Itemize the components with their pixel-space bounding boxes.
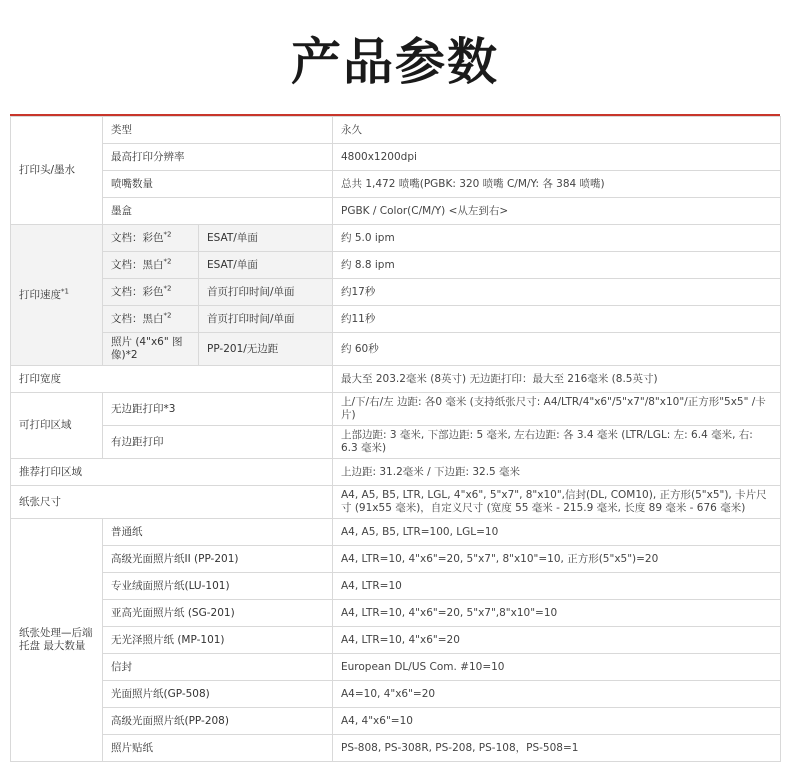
row-name-text: 文档：彩色: [111, 285, 164, 298]
row-name: 墨盒: [103, 198, 333, 225]
table-row: [11, 546, 781, 573]
row-value: PGBK / Color(C/M/Y) <从左到右>: [333, 198, 781, 225]
footnote-mark: *2: [163, 230, 172, 238]
row-name: 照片贴纸: [103, 735, 333, 762]
group-label-speed: [11, 225, 103, 366]
table-row: [11, 627, 781, 654]
table-row: [11, 252, 781, 279]
table-row: [11, 519, 781, 546]
row-value: PS-808, PS-308R, PS-208, PS-108，PS-508=1: [333, 735, 781, 762]
row-value: 约11秒: [333, 306, 781, 333]
row-value: A4, 4"x6"=10: [333, 708, 781, 735]
row-name: 无边距打印*3: [103, 393, 333, 426]
row-name: 打印宽度: [11, 366, 333, 393]
row-name: 无光泽照片纸 (MP-101): [103, 627, 333, 654]
row-name-text: 文档：黑白: [111, 312, 164, 325]
group-label-printable-area: 可打印区域: [11, 393, 103, 459]
table-row: [11, 600, 781, 627]
row-value: A4, LTR=10, 4"x6"=20, 5"x7",8"x10"=10: [333, 600, 781, 627]
row-value: A4=10, 4"x6"=20: [333, 681, 781, 708]
row-value: 约 60秒: [333, 333, 781, 366]
row-value: 上部边距: 3 毫米, 下部边距: 5 毫米, 左右边距: 各 3.4 毫米 (LTR/LGL: 左: 6.4 毫米, 右: 6.3 毫米): [333, 426, 781, 459]
table-row: [11, 198, 781, 225]
row-name: 有边距打印: [103, 426, 333, 459]
row-value: European DL/US Com. #10=10: [333, 654, 781, 681]
row-subname: PP-201/无边距: [199, 333, 333, 366]
table-row: [11, 654, 781, 681]
row-name: 推荐打印区域: [11, 459, 333, 486]
row-name: 类型: [103, 117, 333, 144]
table-row: [11, 171, 781, 198]
table-row: [11, 426, 781, 459]
row-subname: 首页打印时间/单面: [199, 306, 333, 333]
row-value: 约 5.0 ipm: [333, 225, 781, 252]
row-name: 专业绒面照片纸(LU-101): [103, 573, 333, 600]
table-row: [11, 459, 781, 486]
row-value: 约17秒: [333, 279, 781, 306]
footnote-mark: *1: [61, 287, 69, 295]
table-row: [11, 393, 781, 426]
row-name: 高级光面照片纸II (PP-201): [103, 546, 333, 573]
row-name: 光面照片纸(GP-508): [103, 681, 333, 708]
row-value: A4, A5, B5, LTR, LGL, 4"x6", 5"x7", 8"x10",信封(DL, COM10), 正方形(5"x5"), 卡片尺寸 (91x55 毫米)，自定义尺寸 (宽度 55 毫米 - 215.9 毫米, 长度 89 毫米 - 676 毫米): [333, 486, 781, 519]
group-label-printhead: 打印头/墨水: [11, 117, 103, 225]
row-value: 永久: [333, 117, 781, 144]
table-row: [11, 333, 781, 366]
table-row: [11, 486, 781, 519]
row-value: A4, A5, B5, LTR=100, LGL=10: [333, 519, 781, 546]
table-row: [11, 681, 781, 708]
spec-table: [10, 116, 781, 762]
row-value: 4800x1200dpi: [333, 144, 781, 171]
footnote-mark: *2: [163, 311, 172, 319]
table-row: [11, 225, 781, 252]
row-subname: ESAT/单面: [199, 252, 333, 279]
row-name-text: 文档：彩色: [111, 231, 164, 244]
group-label-text: 打印速度: [19, 288, 61, 301]
row-name: 亚高光面照片纸 (SG-201): [103, 600, 333, 627]
table-row: [11, 117, 781, 144]
table-row: [11, 306, 781, 333]
table-row: [11, 144, 781, 171]
row-value: 约 8.8 ipm: [333, 252, 781, 279]
row-name: 照片 (4"x6" 图像)*2: [103, 333, 199, 366]
table-row: [11, 573, 781, 600]
row-value: A4, LTR=10, 4"x6"=20, 5"x7", 8"x10"=10, 正方形(5"x5")=20: [333, 546, 781, 573]
table-row: [11, 735, 781, 762]
page-title: 产品参数: [291, 33, 499, 91]
row-name: 信封: [103, 654, 333, 681]
table-row: [11, 708, 781, 735]
row-name: 纸张尺寸: [11, 486, 333, 519]
row-name: [103, 225, 199, 252]
table-row: [11, 366, 781, 393]
row-name: 普通纸: [103, 519, 333, 546]
row-value: 上边距: 31.2毫米 / 下边距: 32.5 毫米: [333, 459, 781, 486]
row-name: [103, 279, 199, 306]
row-value: A4, LTR=10, 4"x6"=20: [333, 627, 781, 654]
group-label-tray: 纸张处理—后端托盘 最大数量: [11, 519, 103, 762]
row-subname: 首页打印时间/单面: [199, 279, 333, 306]
row-value: A4, LTR=10: [333, 573, 781, 600]
row-value: 最大至 203.2毫米 (8英寸) 无边距打印：最大至 216毫米 (8.5英寸): [333, 366, 781, 393]
row-subname: ESAT/单面: [199, 225, 333, 252]
row-name: 喷嘴数量: [103, 171, 333, 198]
row-name: [103, 306, 199, 333]
row-name-text: 文档：黑白: [111, 258, 164, 271]
footnote-mark: *2: [163, 284, 172, 292]
table-row: [11, 279, 781, 306]
row-value: 上/下/右/左 边距: 各0 毫米 (支持纸张尺寸: A4/LTR/4"x6"/5"x7"/8"x10"/正方形"5x5" /卡片): [333, 393, 781, 426]
row-value: 总共 1,472 喷嘴(PGBK: 320 喷嘴 C/M/Y: 各 384 喷嘴): [333, 171, 781, 198]
footnote-mark: *2: [163, 257, 172, 265]
row-name: [103, 252, 199, 279]
row-name: 最高打印分辨率: [103, 144, 333, 171]
row-name: 高级光面照片纸(PP-208): [103, 708, 333, 735]
